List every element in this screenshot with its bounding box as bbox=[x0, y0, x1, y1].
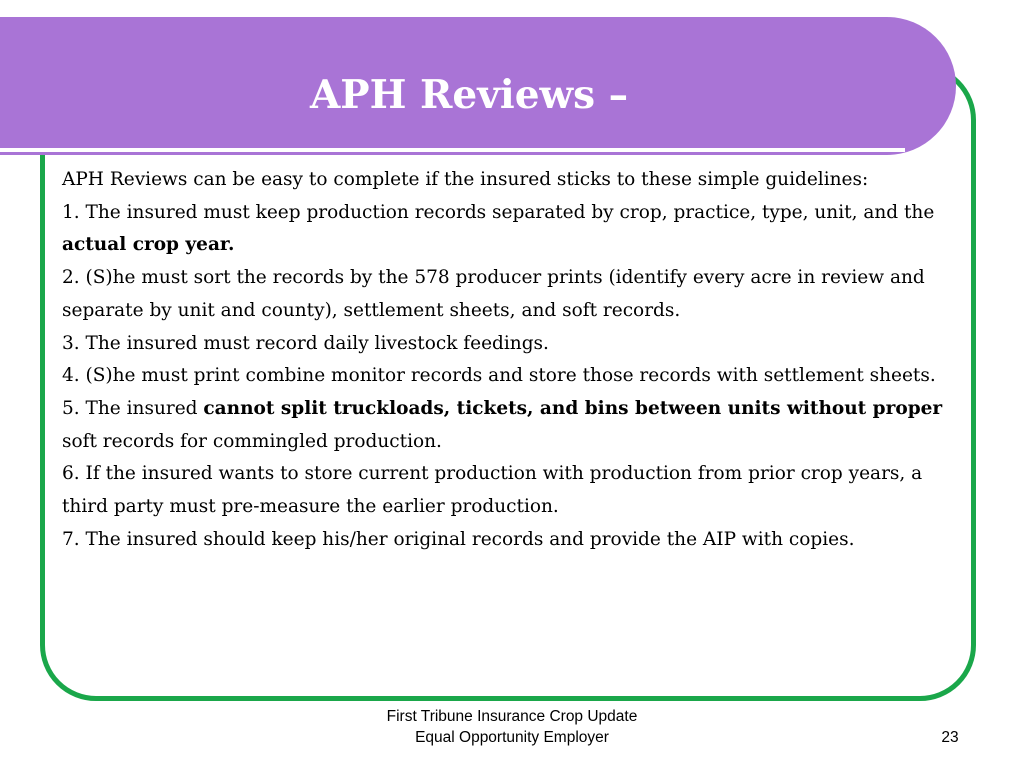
guideline-item-3 bbox=[62, 328, 962, 361]
guideline-5-text-after: soft records for commingled production. bbox=[62, 430, 442, 452]
guideline-6-text: 6. If the insured wants to store current production with production from prior crop years, a third party must pre-measure the earlier production. bbox=[62, 463, 923, 518]
guideline-2-text: 2. (S)he must sort the records by the 578 producer prints (identify every acre in review and separate by unit and county), settlement sheets, and soft records. bbox=[62, 267, 925, 321]
guideline-item-5 bbox=[62, 393, 962, 458]
footer-employer-note: Equal Opportunity Employer bbox=[415, 729, 609, 746]
intro-text: APH Reviews can be easy to complete if the insured sticks to these simple guidelines: bbox=[62, 169, 869, 190]
title-banner bbox=[0, 17, 956, 155]
guideline-1-text: 1. The insured must keep production records separated by crop, practice, type, unit, and the bbox=[62, 201, 935, 223]
guideline-item-6 bbox=[62, 458, 962, 523]
guideline-4-text: 4. (S)he must print combine monitor records and store those records with settlement sheets. bbox=[62, 365, 936, 387]
footer-company: First Tribune Insurance Crop Update bbox=[386, 708, 638, 725]
slide-body bbox=[62, 164, 962, 556]
guideline-item-4 bbox=[62, 360, 962, 393]
guideline-item-1 bbox=[62, 197, 962, 262]
guideline-5-text: 5. The insured bbox=[62, 397, 204, 419]
slide-title: APH Reviews – bbox=[310, 72, 629, 118]
guideline-item-2 bbox=[62, 262, 962, 327]
slide-footer bbox=[317, 706, 707, 748]
guideline-3-text: 3. The insured must record daily livestock feedings. bbox=[62, 332, 549, 354]
guideline-1-emphasis: actual crop year. bbox=[62, 234, 235, 256]
title-underline bbox=[0, 148, 905, 152]
guideline-7-text: 7. The insured should keep his/her original records and provide the AIP with copies. bbox=[62, 528, 855, 550]
guideline-5-emphasis: cannot split truckloads, tickets, and bins between units without proper bbox=[203, 397, 943, 419]
slide-number: 23 bbox=[941, 729, 959, 746]
guideline-item-7 bbox=[62, 524, 962, 557]
